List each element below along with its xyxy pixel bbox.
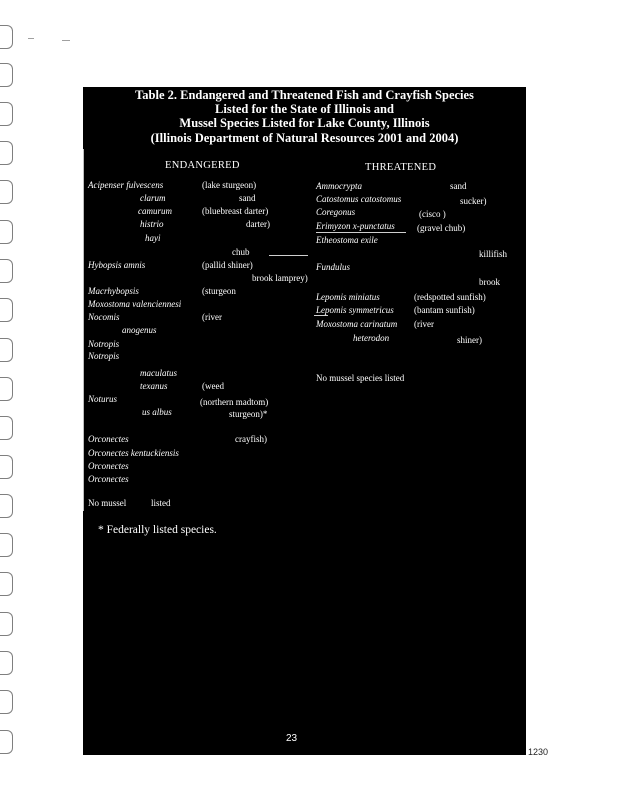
binder-hole [0,612,13,636]
endangered-mussel-note: No mussel listed [88,498,171,508]
binder-hole [0,572,13,596]
footnote: * Federally listed species. [98,524,217,536]
document-page [83,87,526,755]
common-name: crayfish) [235,434,267,444]
underline-rule [269,255,308,256]
species-name: Fundulus [316,262,351,272]
common-name: killifish [479,249,508,259]
species-name: Erimyzon x-punctatus [316,221,395,231]
binder-hole [0,63,13,87]
threatened-header: THREATENED [365,162,437,173]
binder-hole [0,259,13,283]
species-name: Nocomis [88,312,120,322]
binder-hole [0,220,13,244]
common-name: (weed [202,381,224,391]
species-name: Moxostoma carinatum [316,319,398,329]
binder-hole [0,690,13,714]
underline-rule [314,315,328,316]
species-name: clarum [140,193,166,203]
species-name: Catostomus catostomus [316,194,402,204]
scan-mark [62,40,70,41]
title-line: Mussel Species Listed for Lake County, Illinois [179,116,430,131]
species-name: camurum [138,206,172,216]
title-line: Listed for the State of Illinois and [215,102,394,117]
binder-hole [0,416,13,440]
common-name: (gravel chub) [417,223,466,233]
table-title [83,88,526,145]
common-name: (redspotted sunfish) [414,292,486,302]
species-name: Orconectes [88,461,129,471]
species-name: Orconectes [88,474,129,484]
common-name: shiner) [457,335,482,345]
binder-hole [0,180,13,204]
binder-hole [0,651,13,675]
species-name: Coregonus [316,207,356,217]
species-name: Notropis [88,339,120,349]
binder-hole [0,455,13,479]
species-name: texanus [140,381,168,391]
document-id-tag: 1230 [528,747,549,757]
scan-mark [28,38,34,39]
binder-hole [0,494,13,518]
species-name: Lepomis symmetricus [316,305,394,315]
common-name: (northern madtom) [200,397,269,407]
common-name: (lake sturgeon) [202,180,257,190]
common-name: (pallid shiner) [202,260,253,270]
binder-hole [0,338,13,362]
species-name: Acipenser fulvescens [88,180,164,190]
common-name: sturgeon)* [229,409,268,419]
common-name: (cisco ) [419,209,446,219]
species-name: Lepomis miniatus [316,292,380,302]
table-left-border [83,149,84,511]
common-name: (bantam sunfish) [414,305,475,315]
title-line: (Illinois Department of Natural Resources 2001 and 2004) [150,130,459,145]
binder-hole [0,141,13,165]
common-name: (river [202,312,222,322]
species-name: anogenus [122,325,157,335]
binder-hole [0,298,13,322]
binder-hole [0,730,13,754]
page-number: 23 [286,733,298,744]
species-name: heterodon [353,333,390,343]
common-name: (bluebreast darter) [202,206,269,216]
species-name: us albus [142,407,172,417]
common-name: chub [232,247,250,257]
species-name: Noturus [88,394,118,404]
species-name: histrio [140,219,164,229]
threatened-mussel-note: No mussel species listed [316,373,405,383]
common-name: darter) [246,219,270,229]
species-name: maculatus [140,368,177,378]
species-name: Ammocrypta [316,181,362,191]
binder-hole [0,533,13,557]
species-name: Orconectes [88,434,129,444]
species-name: Macrhybopsis [88,286,139,296]
common-name: sucker) [460,196,487,206]
species-name: Etheostoma exile [316,235,378,245]
endangered-header: ENDANGERED [165,160,240,171]
species-name: Notropis [88,351,120,361]
binder-hole [0,102,13,126]
species-name: hayi [145,233,161,243]
common-name: brook [479,277,500,287]
binder-hole [0,25,13,49]
species-name: Moxostoma valenciennesi [88,299,182,309]
title-line: Table 2. Endangered and Threatened Fish and Crayfish Species [135,88,474,102]
binder-hole [0,377,13,401]
species-name: Orconectes kentuckiensis [88,448,179,458]
common-name: sand [239,193,256,203]
common-name: brook lamprey) [252,273,308,283]
underline-rule [316,232,406,233]
common-name: sand [450,181,467,191]
common-name: (sturgeon [202,286,236,296]
species-name: Hybopsis amnis [88,260,146,270]
common-name: (river [414,319,434,329]
